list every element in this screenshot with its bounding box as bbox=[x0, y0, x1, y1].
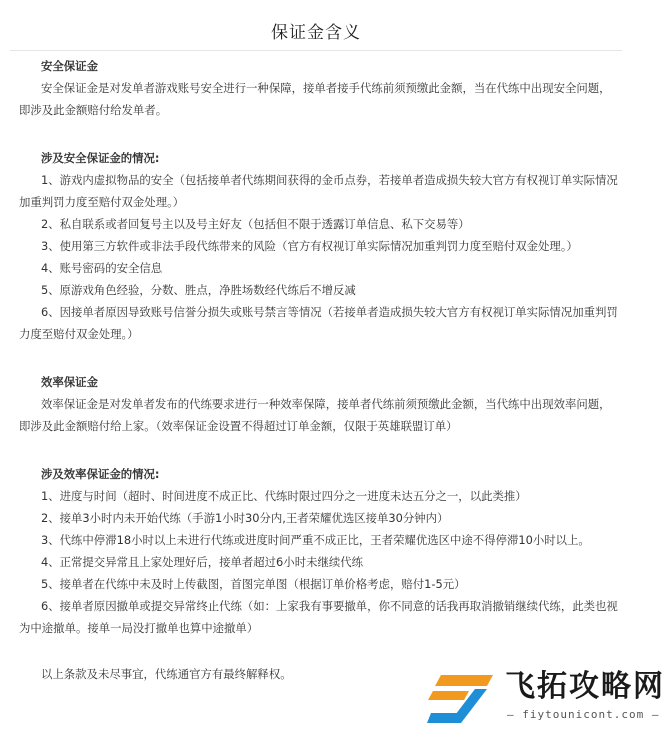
efficiency-case-item: 3、代练中停滞18小时以上未进行代练或进度时间严重不成正比，王者荣耀优选区中途不得停滞10小时以上。 bbox=[41, 533, 590, 547]
security-case-item: 3、使用第三方软件或非法手段代练带来的风险（官方有权视订单实际情况加重判罚力度至赔付双金处理。） bbox=[41, 239, 578, 253]
security-case-item: 1、游戏内虚拟物品的安全（包括接单者代练期间获得的金币点券，若接单者造成损失较大官方有权视订单实际情况加重判罚力度至赔付双金处理。） bbox=[19, 173, 618, 209]
watermark-site-name: 飞拓攻略网 bbox=[505, 669, 665, 704]
article-body bbox=[19, 55, 619, 685]
footer-note: 以上条款及未尽事宜，代练通官方有最终解释权。 bbox=[41, 667, 292, 681]
logo-orange-bar-top bbox=[435, 675, 493, 686]
efficiency-case-item: 1、进度与时间（超时、时间进度不成正比、代练时限过四分之一进度未达五分之一，以此类推） bbox=[41, 489, 527, 503]
security-deposit-heading: 安全保证金 bbox=[41, 59, 98, 73]
security-case-item: 5、原游戏角色经验，分数、胜点，净胜场数经代练后不增反减 bbox=[41, 283, 356, 297]
efficiency-deposit-description: 效率保证金是对发单者发布的代练要求进行一种效率保障，接单者代练前须预缴此金额，当代练中出现效率问题，即涉及此金额赔付给上家。（效率保证金设置不得超过订单金额，仅限于英雄联盟订单） bbox=[19, 397, 611, 433]
watermark-site-url: — fiytounicont.com — bbox=[507, 708, 660, 721]
spacer bbox=[19, 437, 619, 463]
efficiency-case-item: 5、接单者在代练中未及时上传截图，首图完单图（根据订单价格考虑，赔付1-5元） bbox=[41, 577, 466, 591]
spacer bbox=[19, 639, 619, 663]
security-cases-heading: 涉及安全保证金的情况: bbox=[41, 151, 160, 165]
security-deposit-description: 安全保证金是对发单者游戏账号安全进行一种保障，接单者接手代练前须预缴此金额，当在代练中出现安全问题，即涉及此金额赔付给发单者。 bbox=[19, 81, 611, 117]
logo-blue-base bbox=[427, 713, 457, 723]
efficiency-cases-heading: 涉及效率保证金的情况: bbox=[41, 467, 160, 481]
site-watermark bbox=[427, 666, 671, 729]
spacer bbox=[19, 121, 619, 147]
efficiency-deposit-heading: 效率保证金 bbox=[41, 375, 98, 389]
page-title: 保证金含义 bbox=[271, 23, 361, 43]
security-case-item: 2、私自联系或者回复号主以及号主好友（包括但不限于透露订单信息、私下交易等） bbox=[41, 217, 470, 231]
security-case-item: 6、因接单者原因导致账号信誉分损失或账号禁言等情况（若接单者造成损失较大官方有权视订单实际情况加重判罚力度至赔付双金处理。） bbox=[19, 305, 618, 341]
efficiency-case-item: 2、接单3小时内未开始代练（手游1小时30分内,王者荣耀优选区接单30分钟内） bbox=[41, 511, 449, 525]
spacer bbox=[19, 345, 619, 371]
title-bar bbox=[10, 0, 622, 51]
efficiency-case-item: 4、正常提交异常且上家处理好后，接单者超过6小时未继续代练 bbox=[41, 555, 364, 569]
security-case-item: 4、账号密码的安全信息 bbox=[41, 261, 163, 275]
site-logo-icon bbox=[427, 669, 499, 727]
efficiency-case-item: 6、接单者原因撤单或提交异常终止代练（如：上家我有事要撤单，你不同意的话我再取消撤销继续代练，此类也视为中途撤单。接单一局没打撤单也算中途撤单） bbox=[19, 599, 618, 635]
logo-orange-bar-mid bbox=[428, 691, 469, 700]
